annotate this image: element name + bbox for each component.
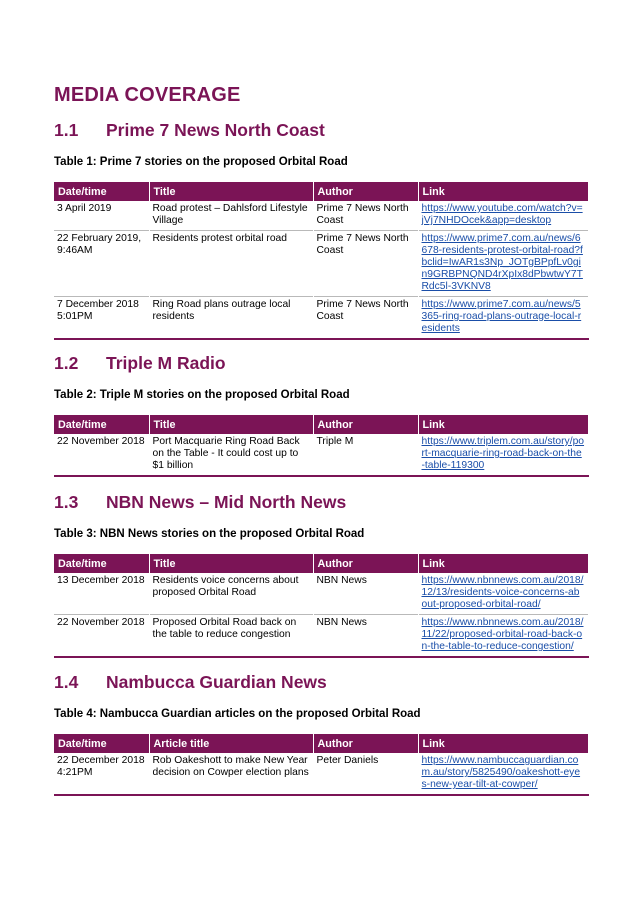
column-header: Link (418, 554, 588, 573)
media-table (54, 734, 589, 796)
title-cell: Residents voice concerns about proposed Orbital Road (149, 573, 313, 615)
column-header: Link (418, 415, 588, 434)
table-caption: Table 4: Nambucca Guardian articles on the proposed Orbital Road (54, 708, 421, 720)
author-cell: Prime 7 News North Coast (313, 201, 418, 231)
media-table (54, 554, 589, 658)
section-title: Triple M Radio (106, 353, 226, 373)
section-number: 1.2 (54, 353, 79, 373)
title-cell: Port Macquarie Ring Road Back on the Table - It could cost up to $1 billion (149, 434, 313, 476)
section-number: 1.4 (54, 672, 79, 692)
section-heading (54, 120, 325, 141)
column-header: Title (149, 182, 313, 201)
author-cell: Peter Daniels (313, 753, 418, 795)
section-heading (54, 672, 327, 693)
table-row (54, 573, 588, 615)
title-cell: Road protest – Dahlsford Lifestyle Village (149, 201, 313, 231)
column-header: Date/time (54, 182, 149, 201)
column-header: Date/time (54, 415, 149, 434)
column-header: Author (313, 734, 418, 753)
date-cell: 3 April 2019 (54, 201, 149, 231)
date-cell: 22 February 2019, 9:46AM (54, 231, 149, 297)
section-title: Nambucca Guardian News (106, 672, 327, 692)
link-cell[interactable]: https://www.nbnnews.com.au/2018/11/22/proposed-orbital-road-back-on-the-table-to-reduce-congestion/ (418, 615, 588, 658)
table-caption: Table 3: NBN News stories on the proposed Orbital Road (54, 528, 365, 540)
title-cell: Ring Road plans outrage local residents (149, 297, 313, 340)
table-row (54, 201, 588, 231)
section-number: 1.1 (54, 120, 79, 140)
author-cell: Triple M (313, 434, 418, 476)
column-header: Date/time (54, 734, 149, 753)
section-heading (54, 353, 226, 374)
date-cell: 22 November 2018 (54, 434, 149, 476)
table-row (54, 753, 588, 795)
section-title: Prime 7 News North Coast (106, 120, 325, 140)
section-heading (54, 492, 346, 513)
column-header: Title (149, 554, 313, 573)
author-cell: NBN News (313, 573, 418, 615)
section-number: 1.3 (54, 492, 79, 512)
title-cell: Residents protest orbital road (149, 231, 313, 297)
column-header: Date/time (54, 554, 149, 573)
column-header: Author (313, 182, 418, 201)
column-header: Link (418, 182, 588, 201)
media-table (54, 415, 589, 477)
table-row (54, 297, 588, 340)
column-header: Author (313, 415, 418, 434)
column-header: Title (149, 415, 313, 434)
date-cell: 7 December 2018 5:01PM (54, 297, 149, 340)
section-title: NBN News – Mid North News (106, 492, 347, 512)
date-cell: 22 November 2018 (54, 615, 149, 658)
table-row (54, 231, 588, 297)
title-cell: Rob Oakeshott to make New Year decision on Cowper election plans (149, 753, 313, 795)
link-cell[interactable]: https://www.prime7.com.au/news/6678-residents-protest-orbital-road?fbclid=IwAR1s3Np_JOTgBPpfLv0gin9GRBPNQND4rXpIx8dPbwtwY7TRdc5l-3VKNV8 (418, 231, 588, 297)
table-caption: Table 2: Triple M stories on the proposed Orbital Road (54, 389, 350, 401)
link-cell[interactable]: https://www.nbnnews.com.au/2018/12/13/residents-voice-concerns-about-proposed-orbital-road/ (418, 573, 588, 615)
table-header-row (54, 182, 588, 201)
author-cell: NBN News (313, 615, 418, 658)
link-cell[interactable]: https://www.triplem.com.au/story/port-macquarie-ring-road-back-on-the-table-119300 (418, 434, 588, 476)
date-cell: 13 December 2018 (54, 573, 149, 615)
title-cell: Proposed Orbital Road back on the table to reduce congestion (149, 615, 313, 658)
table-row (54, 434, 588, 476)
table-header-row (54, 734, 588, 753)
table-caption: Table 1: Prime 7 stories on the proposed Orbital Road (54, 156, 348, 168)
link-cell[interactable]: https://www.youtube.com/watch?v=jVj7NHDOcek&app=desktop (418, 201, 588, 231)
table-header-row (54, 554, 588, 573)
author-cell: Prime 7 News North Coast (313, 231, 418, 297)
link-cell[interactable]: https://www.prime7.com.au/news/5365-ring-road-plans-outrage-local-residents (418, 297, 588, 340)
table-row (54, 615, 588, 658)
date-cell: 22 December 2018 4:21PM (54, 753, 149, 795)
column-header: Link (418, 734, 588, 753)
link-cell[interactable]: https://www.nambuccaguardian.com.au/story/5825490/oakeshott-eyes-new-year-tilt-at-cowper/ (418, 753, 588, 795)
column-header: Author (313, 554, 418, 573)
media-table (54, 182, 589, 340)
table-header-row (54, 415, 588, 434)
column-header: Article title (149, 734, 313, 753)
author-cell: Prime 7 News North Coast (313, 297, 418, 340)
page-heading: MEDIA COVERAGE (54, 84, 241, 106)
